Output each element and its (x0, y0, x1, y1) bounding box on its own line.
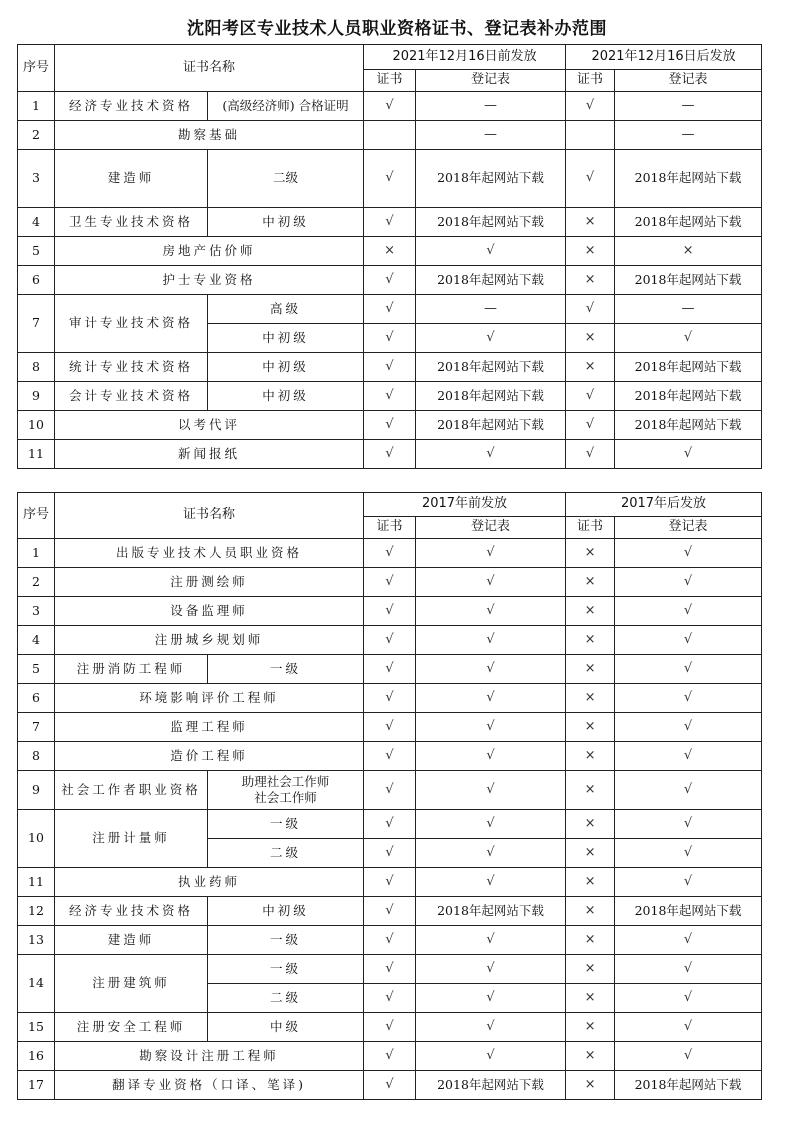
table-row (18, 92, 762, 121)
cert-after: × (566, 597, 615, 626)
cert-after: × (566, 839, 615, 868)
row-number: 2 (18, 121, 55, 150)
reg-before: √ (416, 626, 566, 655)
reg-before: √ (416, 684, 566, 713)
reg-after: √ (615, 568, 762, 597)
reg-after: √ (615, 810, 762, 839)
cert-after: × (566, 353, 615, 382)
cert-before: √ (364, 295, 416, 324)
reg-after: √ (615, 440, 762, 469)
cert-before: √ (364, 266, 416, 295)
reg-before: 2018年起网站下载 (416, 382, 566, 411)
header-cert-before: 证书 (364, 517, 416, 539)
reg-before: √ (416, 926, 566, 955)
cert-after: × (566, 984, 615, 1013)
table-row (18, 1042, 762, 1071)
certificate-name: 注册消防工程师 (55, 655, 208, 684)
qualification-table-2017 (17, 492, 762, 1100)
row-number: 9 (18, 771, 55, 810)
reg-after: √ (615, 1013, 762, 1042)
row-number: 1 (18, 92, 55, 121)
reg-before: 2018年起网站下载 (416, 266, 566, 295)
reg-before: √ (416, 868, 566, 897)
cert-before: √ (364, 984, 416, 1013)
cert-before: √ (364, 440, 416, 469)
reg-after: — (615, 92, 762, 121)
cert-before: √ (364, 626, 416, 655)
certificate-level: 二级 (208, 150, 364, 208)
reg-before: √ (416, 1013, 566, 1042)
certificate-level: 中级 (208, 1013, 364, 1042)
header-name: 证书名称 (55, 45, 364, 92)
cert-before: √ (364, 684, 416, 713)
header-cert-before: 证书 (364, 70, 416, 92)
cert-before: √ (364, 353, 416, 382)
table-row (18, 897, 762, 926)
row-number: 10 (18, 411, 55, 440)
cert-after: × (566, 626, 615, 655)
certificate-name: 新闻报纸 (55, 440, 364, 469)
cert-after: × (566, 897, 615, 926)
cert-after: × (566, 237, 615, 266)
certificate-name: 监理工程师 (55, 713, 364, 742)
cert-after: × (566, 568, 615, 597)
cert-before: √ (364, 771, 416, 810)
certificate-name: 护士专业资格 (55, 266, 364, 295)
certificate-name: 翻译专业资格（口译、笔译) (55, 1071, 364, 1100)
row-number: 3 (18, 597, 55, 626)
certificate-name: 卫生专业技术资格 (55, 208, 208, 237)
row-number: 12 (18, 897, 55, 926)
reg-before: 2018年起网站下载 (416, 353, 566, 382)
row-number: 7 (18, 713, 55, 742)
cert-after: × (566, 684, 615, 713)
certificate-name: 建造师 (55, 926, 208, 955)
table-row (18, 121, 762, 150)
certificate-name: 经济专业技术资格 (55, 92, 208, 121)
header-group-after: 2017年后发放 (566, 493, 762, 517)
table-row (18, 684, 762, 713)
row-number: 10 (18, 810, 55, 868)
cert-before: √ (364, 324, 416, 353)
reg-after: √ (615, 324, 762, 353)
cert-before: √ (364, 539, 416, 568)
header-no: 序号 (18, 45, 55, 92)
table-row (18, 926, 762, 955)
header-group-after: 2021年12月16日后发放 (566, 45, 762, 70)
reg-before: √ (416, 440, 566, 469)
reg-after: √ (615, 597, 762, 626)
certificate-name: 审计专业技术资格 (55, 295, 208, 353)
cert-before: √ (364, 868, 416, 897)
certificate-level: 中初级 (208, 897, 364, 926)
table-row (18, 353, 762, 382)
table-row (18, 810, 762, 839)
header-reg-after: 登记表 (615, 517, 762, 539)
certificate-name: 造价工程师 (55, 742, 364, 771)
reg-before: √ (416, 237, 566, 266)
certificate-level: 中初级 (208, 208, 364, 237)
certificate-name: 注册城乡规划师 (55, 626, 364, 655)
reg-before: 2018年起网站下载 (416, 150, 566, 208)
row-number: 15 (18, 1013, 55, 1042)
cert-before: √ (364, 655, 416, 684)
reg-after: 2018年起网站下载 (615, 208, 762, 237)
reg-before: √ (416, 839, 566, 868)
cert-before: √ (364, 897, 416, 926)
certificate-level: 中初级 (208, 382, 364, 411)
reg-before: 2018年起网站下载 (416, 208, 566, 237)
reg-after: √ (615, 539, 762, 568)
table-row (18, 626, 762, 655)
certificate-level: (高级经济师) 合格证明 (208, 92, 364, 121)
row-number: 8 (18, 353, 55, 382)
reg-before: 2018年起网站下载 (416, 1071, 566, 1100)
table-row (18, 568, 762, 597)
reg-after: √ (615, 1042, 762, 1071)
reg-after: — (615, 295, 762, 324)
table-row (18, 237, 762, 266)
cert-after: × (566, 1013, 615, 1042)
cert-after: × (566, 868, 615, 897)
cert-before: √ (364, 1013, 416, 1042)
cert-after: × (566, 810, 615, 839)
reg-after: × (615, 237, 762, 266)
cert-after: × (566, 539, 615, 568)
cert-before: √ (364, 92, 416, 121)
certificate-name: 统计专业技术资格 (55, 353, 208, 382)
certificate-name: 以考代评 (55, 411, 364, 440)
certificate-name: 建造师 (55, 150, 208, 208)
row-number: 9 (18, 382, 55, 411)
cert-before: √ (364, 955, 416, 984)
reg-before: √ (416, 324, 566, 353)
header-reg-before: 登记表 (416, 517, 566, 539)
table-row (18, 382, 762, 411)
cert-before: √ (364, 926, 416, 955)
certificate-name: 设备监理师 (55, 597, 364, 626)
cert-after: × (566, 742, 615, 771)
reg-after: — (615, 121, 762, 150)
header-reg-before: 登记表 (416, 70, 566, 92)
table-row (18, 295, 762, 324)
reg-before: √ (416, 771, 566, 810)
cert-after: √ (566, 295, 615, 324)
cert-before: √ (364, 208, 416, 237)
cert-after: × (566, 713, 615, 742)
reg-before: — (416, 295, 566, 324)
row-number: 2 (18, 568, 55, 597)
cert-before: √ (364, 382, 416, 411)
cert-before: √ (364, 568, 416, 597)
reg-before: — (416, 92, 566, 121)
certificate-level: 中初级 (208, 324, 364, 353)
reg-before: √ (416, 568, 566, 597)
reg-after: √ (615, 771, 762, 810)
certificate-name: 注册计量师 (55, 810, 208, 868)
certificate-level: 一级 (208, 655, 364, 684)
cert-after (566, 121, 615, 150)
reg-after: √ (615, 742, 762, 771)
row-number: 7 (18, 295, 55, 353)
certificate-level-line: 助理社会工作师 (241, 773, 330, 789)
reg-after: 2018年起网站下载 (615, 411, 762, 440)
certificate-level: 二级 (208, 839, 364, 868)
reg-after: 2018年起网站下载 (615, 266, 762, 295)
cert-after: × (566, 324, 615, 353)
table-row (18, 597, 762, 626)
reg-after: √ (615, 626, 762, 655)
certificate-name: 房地产估价师 (55, 237, 364, 266)
reg-before: 2018年起网站下载 (416, 411, 566, 440)
header-cert-after: 证书 (566, 517, 615, 539)
certificate-level: 高级 (208, 295, 364, 324)
reg-before: √ (416, 597, 566, 626)
reg-after: √ (615, 684, 762, 713)
certificate-name: 勘察基础 (55, 121, 364, 150)
certificate-level: 中初级 (208, 353, 364, 382)
cert-after: √ (566, 150, 615, 208)
row-number: 16 (18, 1042, 55, 1071)
reg-before: 2018年起网站下载 (416, 897, 566, 926)
reg-before: √ (416, 1042, 566, 1071)
table-row (18, 208, 762, 237)
table-row (18, 150, 762, 208)
row-number: 1 (18, 539, 55, 568)
reg-after: 2018年起网站下载 (615, 150, 762, 208)
reg-after: 2018年起网站下载 (615, 897, 762, 926)
cert-before: √ (364, 1042, 416, 1071)
row-number: 13 (18, 926, 55, 955)
table-row (18, 539, 762, 568)
cert-after: × (566, 1042, 615, 1071)
reg-after: √ (615, 713, 762, 742)
cert-before: √ (364, 150, 416, 208)
header-reg-after: 登记表 (615, 70, 762, 92)
table-row (18, 266, 762, 295)
qualification-table-2021 (17, 44, 762, 469)
certificate-name: 出版专业技术人员职业资格 (55, 539, 364, 568)
row-number: 4 (18, 626, 55, 655)
row-number: 11 (18, 440, 55, 469)
cert-before (364, 121, 416, 150)
table-row (18, 742, 762, 771)
certificate-name: 注册安全工程师 (55, 1013, 208, 1042)
cert-before: × (364, 237, 416, 266)
certificate-level: 一级 (208, 955, 364, 984)
cert-after: × (566, 1071, 615, 1100)
reg-after: 2018年起网站下载 (615, 1071, 762, 1100)
reg-after: √ (615, 984, 762, 1013)
cert-after: √ (566, 382, 615, 411)
certificate-name: 社会工作者职业资格 (55, 771, 208, 810)
reg-after: √ (615, 868, 762, 897)
table-row (18, 955, 762, 984)
row-number: 17 (18, 1071, 55, 1100)
certificate-name: 经济专业技术资格 (55, 897, 208, 926)
table-row (18, 655, 762, 684)
table-row (18, 1013, 762, 1042)
cert-before: √ (364, 411, 416, 440)
reg-before: √ (416, 713, 566, 742)
row-number: 5 (18, 237, 55, 266)
reg-after: √ (615, 926, 762, 955)
cert-after: × (566, 955, 615, 984)
certificate-name: 勘察设计注册工程师 (55, 1042, 364, 1071)
certificate-name: 执业药师 (55, 868, 364, 897)
certificate-level (208, 771, 364, 810)
cert-after: × (566, 655, 615, 684)
reg-before: √ (416, 655, 566, 684)
reg-before: √ (416, 810, 566, 839)
reg-before: √ (416, 984, 566, 1013)
certificate-level: 一级 (208, 810, 364, 839)
page-title: 沈阳考区专业技术人员职业资格证书、登记表补办范围 (187, 19, 607, 39)
cert-before: √ (364, 597, 416, 626)
reg-after: 2018年起网站下载 (615, 382, 762, 411)
reg-before: √ (416, 742, 566, 771)
cert-after: × (566, 208, 615, 237)
reg-before: — (416, 121, 566, 150)
table-row (18, 771, 762, 810)
certificate-level-line: 社会工作师 (254, 790, 317, 805)
row-number: 11 (18, 868, 55, 897)
cert-after: × (566, 771, 615, 810)
reg-after: √ (615, 839, 762, 868)
reg-after: √ (615, 955, 762, 984)
certificate-name: 注册测绘师 (55, 568, 364, 597)
row-number: 6 (18, 266, 55, 295)
cert-before: √ (364, 742, 416, 771)
row-number: 14 (18, 955, 55, 1013)
certificate-level: 一级 (208, 926, 364, 955)
table-row (18, 440, 762, 469)
header-no: 序号 (18, 493, 55, 539)
row-number: 4 (18, 208, 55, 237)
cert-before: √ (364, 839, 416, 868)
row-number: 5 (18, 655, 55, 684)
cert-after: √ (566, 440, 615, 469)
cert-after: √ (566, 92, 615, 121)
cert-after: √ (566, 411, 615, 440)
header-name: 证书名称 (55, 493, 364, 539)
row-number: 3 (18, 150, 55, 208)
header-cert-after: 证书 (566, 70, 615, 92)
certificate-name: 注册建筑师 (55, 955, 208, 1013)
reg-before: √ (416, 955, 566, 984)
certificate-name: 会计专业技术资格 (55, 382, 208, 411)
table-row (18, 713, 762, 742)
cert-before: √ (364, 1071, 416, 1100)
reg-after: √ (615, 655, 762, 684)
cert-before: √ (364, 810, 416, 839)
reg-after: 2018年起网站下载 (615, 353, 762, 382)
cert-after: × (566, 266, 615, 295)
row-number: 6 (18, 684, 55, 713)
cert-after: × (566, 926, 615, 955)
table-row (18, 411, 762, 440)
table-row (18, 1071, 762, 1100)
header-group-before: 2017年前发放 (364, 493, 566, 517)
table-row (18, 868, 762, 897)
row-number: 8 (18, 742, 55, 771)
certificate-level: 二级 (208, 984, 364, 1013)
certificate-name: 环境影响评价工程师 (55, 684, 364, 713)
cert-before: √ (364, 713, 416, 742)
header-group-before: 2021年12月16日前发放 (364, 45, 566, 70)
reg-before: √ (416, 539, 566, 568)
